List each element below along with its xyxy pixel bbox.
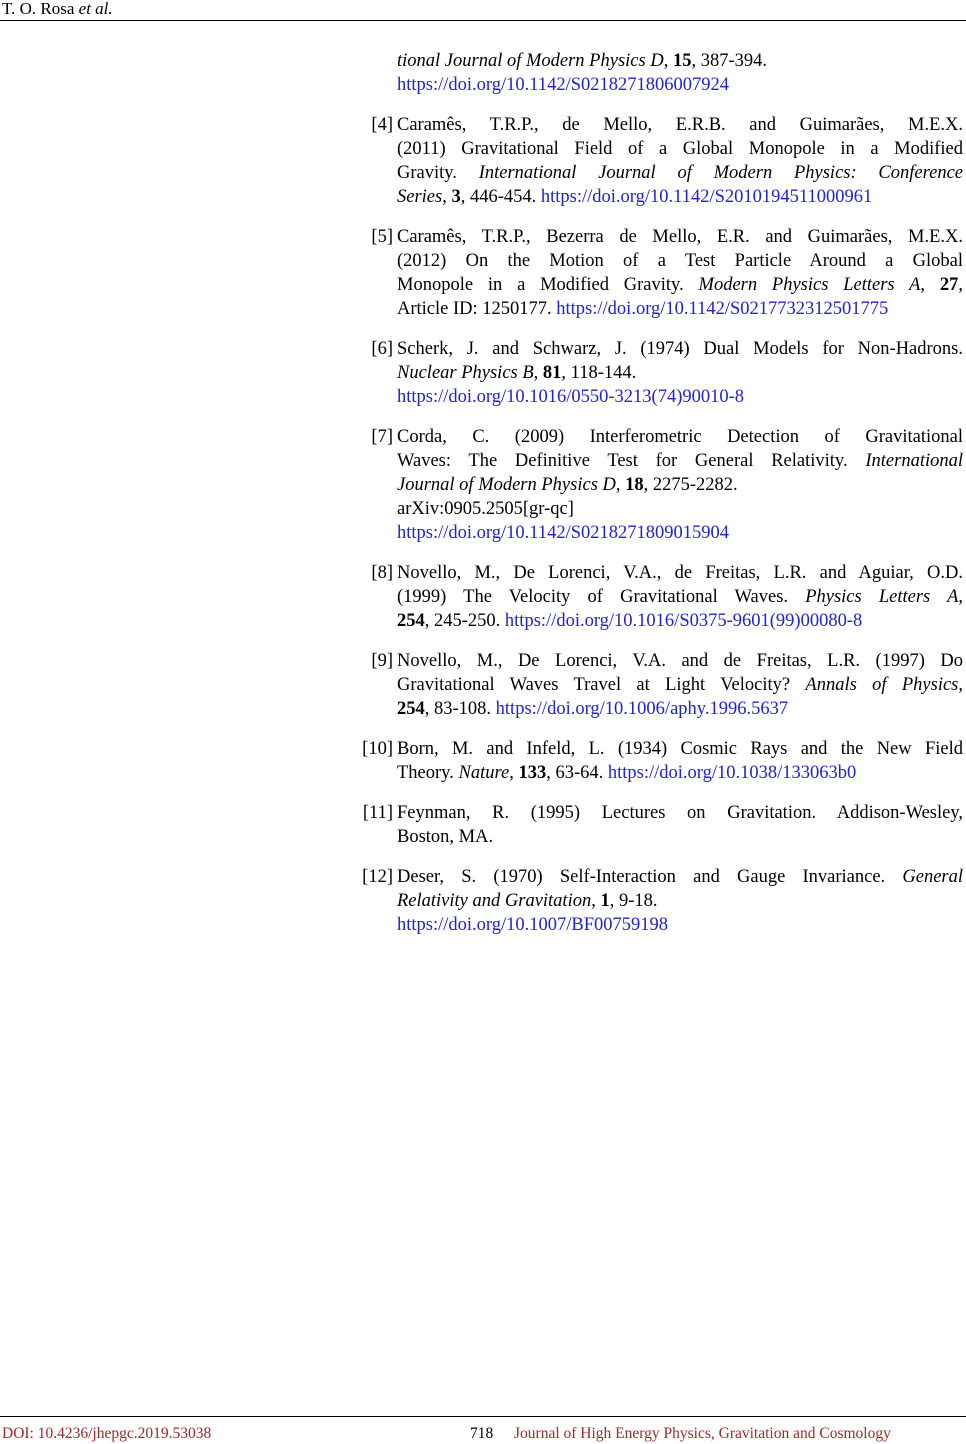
running-head <box>2 0 113 18</box>
reference-line <box>397 585 963 609</box>
reference-number <box>355 49 397 97</box>
reference-number: [11] <box>362 803 393 823</box>
separator: , <box>615 475 626 495</box>
article-id: Article ID: 1250177. <box>397 299 557 319</box>
reference-line <box>397 385 963 409</box>
reference-line <box>397 761 963 785</box>
reference-number: [6] <box>371 339 393 359</box>
volume: 81 <box>542 363 562 383</box>
reference-line <box>397 673 963 697</box>
pages: , 2275-2282. <box>643 475 738 495</box>
running-head-author: T. O. Rosa <box>2 0 79 18</box>
text: Gravitational Waves Travel at Light Velocity? <box>397 675 806 695</box>
footer-journal-title[interactable]: Journal of High Energy Physics, Gravitation and Cosmology <box>514 1425 891 1442</box>
reference-line <box>397 185 963 209</box>
separator: , <box>958 675 963 695</box>
journal-name: International <box>865 451 963 471</box>
reference-body <box>397 737 963 785</box>
volume: 15 <box>672 51 692 71</box>
reference-line: Corda, C. (2009) Interferometric Detection of Gravitational <box>397 427 963 447</box>
reference-number: [7] <box>371 427 393 447</box>
journal-name: General <box>902 867 963 887</box>
reference-10 <box>355 737 966 785</box>
reference-8 <box>355 561 966 633</box>
reference-body <box>397 113 963 209</box>
separator: , <box>958 275 963 295</box>
reference-line: Caramês, T.R.P., de Mello, E.R.B. and Guimarães, M.E.X. <box>397 115 963 135</box>
reference-line: (2012) On the Motion of a Test Particle Around a Global <box>397 251 963 271</box>
volume: 3 <box>451 187 461 207</box>
reference-list <box>355 49 966 953</box>
text: Deser, S. (1970) Self-Interaction and Gauge Invariance. <box>397 867 903 887</box>
volume: 27 <box>939 275 959 295</box>
reference-line: (2011) Gravitational Field of a Global Monopole in a Modified <box>397 139 963 159</box>
running-head-et-al: et al. <box>78 0 113 18</box>
pages: , 446-454. <box>460 187 541 207</box>
reference-line <box>397 161 963 185</box>
reference-body <box>397 649 963 721</box>
reference-9 <box>355 649 966 721</box>
reference-body <box>397 561 963 633</box>
pages: , 9-18. <box>609 891 658 911</box>
reference-line: Novello, M., De Lorenci, V.A. and de Freitas, L.R. (1997) Do <box>397 651 963 671</box>
journal-name: International Journal of Modern Physics: Conference <box>478 163 964 183</box>
separator: , <box>958 587 963 607</box>
text: Gravity. <box>397 163 479 183</box>
reference-line <box>397 273 963 297</box>
volume: 18 <box>625 475 644 495</box>
reference-number: [5] <box>371 227 393 247</box>
header-rule <box>0 20 966 21</box>
journal-name: Physics Letters A <box>805 587 959 607</box>
journal-name: Modern Physics Letters A <box>698 275 921 295</box>
reference-12 <box>355 865 966 937</box>
reference-body <box>397 337 963 409</box>
text: (1999) The Velocity of Gravitational Waves. <box>397 587 806 607</box>
doi-link[interactable]: https://doi.org/10.1142/S2010194511000961 <box>540 187 873 207</box>
journal-name: Nuclear Physics B <box>397 363 534 383</box>
volume: 133 <box>518 763 547 783</box>
doi-link[interactable]: https://doi.org/10.1142/S0217732312501775 <box>556 299 889 319</box>
reference-body <box>397 225 963 321</box>
reference-7 <box>355 425 966 545</box>
reference-line <box>397 73 963 97</box>
reference-line <box>397 609 963 633</box>
pages: , 63-64. <box>546 763 608 783</box>
reference-line: Caramês, T.R.P., Bezerra de Mello, E.R. and Guimarães, M.E.X. <box>397 227 963 247</box>
reference-line <box>397 865 963 889</box>
text: Monopole in a Modified Gravity. <box>397 275 699 295</box>
journal-name: Nature <box>458 763 510 783</box>
journal-name: tional Journal of Modern Physics D <box>397 51 664 71</box>
reference-line <box>397 913 963 937</box>
reference-body <box>397 801 963 849</box>
arxiv-id: arXiv:0905.2505[gr-qc] <box>397 499 574 519</box>
separator: , <box>533 363 543 383</box>
text: Waves: The Definitive Test for General Relativity. <box>397 451 866 471</box>
reference-line <box>397 297 963 321</box>
page-number: 718 <box>470 1425 494 1442</box>
text: Theory. <box>397 763 459 783</box>
reference-number: [4] <box>371 115 393 135</box>
footer-doi[interactable]: DOI: 10.4236/jhepgc.2019.53038 <box>2 1425 212 1442</box>
doi-link[interactable]: https://doi.org/10.1142/S0218271809015904 <box>397 523 729 543</box>
separator: , <box>591 891 601 911</box>
journal-name: Series <box>397 187 443 207</box>
reference-line: Scherk, J. and Schwarz, J. (1974) Dual Models for Non-Hadrons. <box>397 339 963 359</box>
reference-line: Born, M. and Infeld, L. (1934) Cosmic Rays and the New Field <box>397 739 963 759</box>
reference-line <box>397 473 963 497</box>
volume: 254 <box>397 699 425 719</box>
reference-11 <box>355 801 966 849</box>
doi-link[interactable]: https://doi.org/10.1007/BF00759198 <box>397 915 669 935</box>
reference-number: [12] <box>362 867 393 887</box>
reference-line: Novello, M., De Lorenci, V.A., de Freitas, L.R. and Aguiar, O.D. <box>397 563 963 583</box>
doi-link[interactable]: https://doi.org/10.1142/S0218271806007924 <box>397 75 729 95</box>
volume: 254 <box>397 611 425 631</box>
reference-6 <box>355 337 966 409</box>
reference-line: Boston, MA. <box>397 827 494 847</box>
reference-number: [8] <box>371 563 393 583</box>
doi-link[interactable]: https://doi.org/10.1006/aphy.1996.5637 <box>495 699 789 719</box>
reference-5 <box>355 225 966 321</box>
separator: , <box>920 275 940 295</box>
reference-line: tional Journal of Modern Physics D, 15, 387-394. <box>397 51 767 71</box>
doi-link[interactable]: https://doi.org/10.1038/133063b0 <box>607 763 857 783</box>
pages: , 245-250. <box>424 611 505 631</box>
reference-body <box>397 49 963 97</box>
journal-name: Annals of Physics <box>805 675 959 695</box>
reference-line <box>397 697 963 721</box>
pages: , 83-108. <box>424 699 496 719</box>
reference-line <box>397 449 963 473</box>
volume: 1 <box>600 891 610 911</box>
reference-body <box>397 865 963 937</box>
reference-line <box>397 889 963 913</box>
separator: , <box>509 763 519 783</box>
doi-link[interactable]: https://doi.org/10.1016/S0375-9601(99)00080-8 <box>504 611 863 631</box>
reference-number: [10] <box>362 739 393 759</box>
reference-line <box>397 361 963 385</box>
reference-line <box>397 521 963 545</box>
reference-line: Feynman, R. (1995) Lectures on Gravitation. Addison-Wesley, <box>397 803 963 823</box>
reference-4 <box>355 113 966 209</box>
separator: , <box>442 187 452 207</box>
journal-name: Journal of Modern Physics D <box>397 475 616 495</box>
journal-name: Relativity and Gravitation <box>397 891 592 911</box>
pages: , 118-144. <box>561 363 637 383</box>
reference-continuation <box>355 49 966 97</box>
reference-number: [9] <box>371 651 393 671</box>
pages: , 387-394. <box>691 51 767 71</box>
footer-rule <box>0 1416 966 1417</box>
reference-body <box>397 425 963 545</box>
doi-link[interactable]: https://doi.org/10.1016/0550-3213(74)90010-8 <box>397 387 745 407</box>
